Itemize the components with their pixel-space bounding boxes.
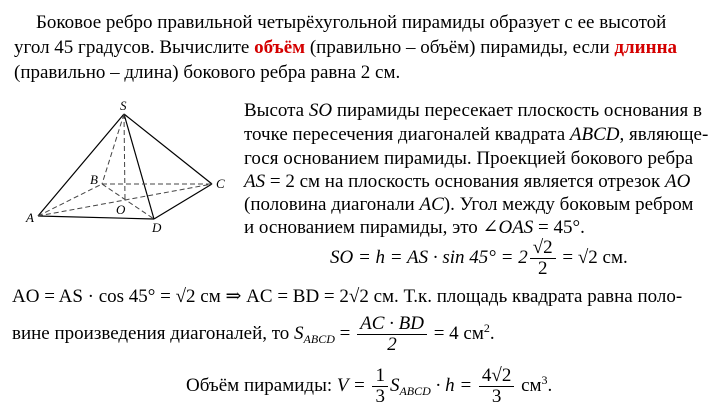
solution-line-3: гося основанием пирамиды. Проекцией бокового ребра [244, 148, 694, 169]
label-B: B [90, 172, 98, 187]
math-V: V = [336, 375, 371, 396]
text: . [547, 375, 553, 396]
numerator: AC · BD [357, 314, 427, 335]
formula-lhs: SO = h = AS · sin 45° = 2 [330, 247, 528, 268]
text: = [334, 323, 356, 344]
label-S: S [120, 98, 127, 113]
volume-line [186, 355, 552, 416]
math-ABCD: ABCD [569, 124, 620, 145]
fraction-one-third [372, 366, 388, 407]
subscript: ABCD [303, 332, 335, 346]
math-angle: ∠OAS [482, 217, 534, 238]
edge-AB [38, 184, 102, 216]
problem-line-1: Боковое ребро правильной четырёхугольной пирамиды образует с ее высотой [36, 12, 667, 33]
denominator: 3 [375, 386, 385, 408]
text: пирамиды пересекает плоскость основания в [332, 100, 702, 121]
problem-text: (правильно – объём) пирамиды, если [305, 37, 615, 58]
text: . [489, 323, 495, 344]
solution-line-8 [12, 306, 495, 361]
solution-line-2 [244, 124, 708, 146]
numerator: 4√2 [479, 366, 514, 387]
height-SO [124, 114, 125, 200]
formula-rhs: = √2 см. [557, 247, 628, 268]
text: Объём пирамиды: [186, 375, 337, 396]
label-D: D [152, 220, 162, 235]
solution-line-1 [244, 100, 702, 122]
superscript: 3 [541, 373, 548, 387]
text: вине произведения диагоналей, то [12, 323, 295, 344]
diagonal-BD [102, 184, 154, 219]
edge-SA [38, 114, 124, 216]
edge-SD [124, 114, 154, 219]
text: · h = [430, 375, 477, 396]
fraction [357, 314, 427, 355]
text: (половина диагонали [244, 194, 420, 215]
solution-line-4 [244, 171, 690, 193]
label-O: O [116, 202, 126, 217]
problem-line-3: (правильно – длина) бокового ребра равна 2 см. [14, 62, 401, 83]
edge-SC [124, 114, 212, 184]
math-S: S [389, 375, 400, 396]
problem-text: угол 45 градусов. Вычислите [14, 37, 255, 58]
text: = 2 см на плоскость основания является отрезок [265, 171, 666, 192]
formula-SO [330, 236, 628, 280]
solution-line-7: AO = AS · cos 45° = √2 см ⇒ AC = BD = 2√2 см. Т.к. площадь квадрата равна поло- [12, 286, 683, 307]
edge-AD [38, 216, 154, 219]
text: и основанием пирамиды, это [244, 217, 483, 238]
subscript: ABCD [399, 384, 431, 398]
text: Высота [244, 100, 309, 121]
text: = 45°. [533, 217, 585, 238]
math-AC: AC [419, 194, 444, 215]
superscript: 2 [483, 321, 490, 335]
denominator: 2 [387, 334, 397, 356]
solution-line-5 [244, 194, 693, 216]
edge-SB [102, 114, 124, 184]
text: = 4 см [428, 323, 484, 344]
problem-line-2 [14, 37, 677, 59]
numerator: √2 [530, 238, 556, 259]
fraction-volume [479, 366, 514, 407]
math-AS: AS [244, 171, 266, 192]
text: см [516, 375, 542, 396]
highlight-length: длинна [614, 37, 678, 58]
fraction [530, 238, 556, 279]
highlight-volume: объём [254, 37, 306, 58]
math-S: S [294, 323, 304, 344]
text: , являюще- [619, 124, 709, 145]
math-AO: AO [665, 171, 691, 192]
math-SO: SO [308, 100, 333, 121]
label-C: C [216, 176, 225, 191]
pyramid-figure [24, 98, 254, 238]
text: ). Угол между боковым ребром [443, 194, 694, 215]
denominator: 2 [537, 258, 548, 280]
numerator: 1 [372, 366, 388, 387]
text: точке пересечения диагоналей квадрата [244, 124, 570, 145]
label-A: A [26, 210, 34, 225]
denominator: 3 [491, 386, 502, 408]
